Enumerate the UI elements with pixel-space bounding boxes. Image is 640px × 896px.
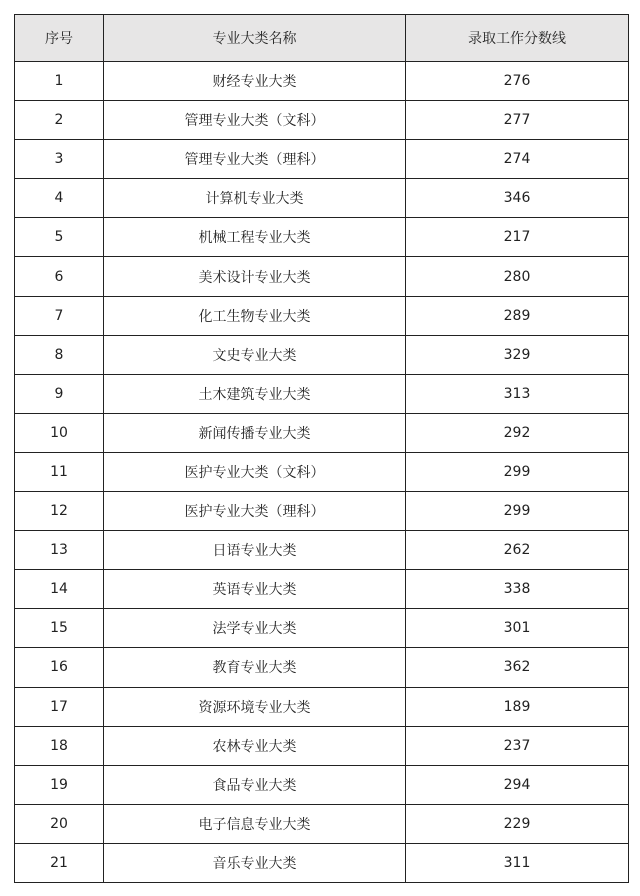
table-row (15, 531, 629, 570)
cell-seq: 18 (15, 726, 104, 765)
cell-score: 276 (406, 62, 629, 101)
table-row (15, 374, 629, 413)
table-row (15, 218, 629, 257)
cell-seq: 6 (15, 257, 104, 296)
cell-name: 管理专业大类（理科） (104, 140, 406, 179)
cell-score: 292 (406, 413, 629, 452)
cell-name: 日语专业大类 (104, 531, 406, 570)
cell-seq: 13 (15, 531, 104, 570)
cell-name: 新闻传播专业大类 (104, 413, 406, 452)
cell-name: 美术设计专业大类 (104, 257, 406, 296)
cell-score: 289 (406, 296, 629, 335)
cell-seq: 9 (15, 374, 104, 413)
cell-name: 化工生物专业大类 (104, 296, 406, 335)
table-row (15, 726, 629, 765)
table-row (15, 687, 629, 726)
cell-seq: 11 (15, 452, 104, 491)
cell-score: 299 (406, 492, 629, 531)
cell-seq: 17 (15, 687, 104, 726)
cell-seq: 14 (15, 570, 104, 609)
cell-seq: 19 (15, 765, 104, 804)
header-seq: 序号 (15, 15, 104, 62)
cell-score: 217 (406, 218, 629, 257)
table-row (15, 62, 629, 101)
score-table (14, 14, 629, 883)
table-row (15, 413, 629, 452)
cell-score: 229 (406, 804, 629, 843)
cell-name: 管理专业大类（文科） (104, 101, 406, 140)
table-row (15, 765, 629, 804)
cell-seq: 10 (15, 413, 104, 452)
table-row (15, 843, 629, 882)
cell-seq: 16 (15, 648, 104, 687)
cell-score: 262 (406, 531, 629, 570)
cell-seq: 1 (15, 62, 104, 101)
table-row (15, 804, 629, 843)
cell-name: 电子信息专业大类 (104, 804, 406, 843)
cell-score: 274 (406, 140, 629, 179)
cell-name: 医护专业大类（文科） (104, 452, 406, 491)
cell-score: 294 (406, 765, 629, 804)
cell-name: 医护专业大类（理科） (104, 492, 406, 531)
cell-score: 329 (406, 335, 629, 374)
table-row (15, 140, 629, 179)
table-row (15, 648, 629, 687)
cell-score: 277 (406, 101, 629, 140)
cell-seq: 3 (15, 140, 104, 179)
table-body (15, 62, 629, 883)
table-row (15, 257, 629, 296)
table-row (15, 492, 629, 531)
cell-score: 237 (406, 726, 629, 765)
table-row (15, 101, 629, 140)
cell-seq: 15 (15, 609, 104, 648)
cell-score: 313 (406, 374, 629, 413)
table-row (15, 570, 629, 609)
cell-seq: 20 (15, 804, 104, 843)
cell-name: 土木建筑专业大类 (104, 374, 406, 413)
cell-score: 280 (406, 257, 629, 296)
cell-name: 音乐专业大类 (104, 843, 406, 882)
header-row (15, 15, 629, 62)
cell-seq: 7 (15, 296, 104, 335)
cell-seq: 12 (15, 492, 104, 531)
cell-score: 362 (406, 648, 629, 687)
cell-score: 338 (406, 570, 629, 609)
cell-name: 机械工程专业大类 (104, 218, 406, 257)
cell-name: 计算机专业大类 (104, 179, 406, 218)
header-name: 专业大类名称 (104, 15, 406, 62)
table-row (15, 179, 629, 218)
table-row (15, 452, 629, 491)
cell-name: 农林专业大类 (104, 726, 406, 765)
table-header (15, 15, 629, 62)
table-row (15, 335, 629, 374)
cell-seq: 2 (15, 101, 104, 140)
cell-seq: 21 (15, 843, 104, 882)
cell-name: 食品专业大类 (104, 765, 406, 804)
cell-score: 311 (406, 843, 629, 882)
cell-name: 法学专业大类 (104, 609, 406, 648)
cell-score: 301 (406, 609, 629, 648)
table-row (15, 296, 629, 335)
cell-name: 文史专业大类 (104, 335, 406, 374)
cell-seq: 8 (15, 335, 104, 374)
cell-score: 299 (406, 452, 629, 491)
cell-name: 资源环境专业大类 (104, 687, 406, 726)
cell-name: 财经专业大类 (104, 62, 406, 101)
header-score: 录取工作分数线 (406, 15, 629, 62)
cell-name: 英语专业大类 (104, 570, 406, 609)
cell-seq: 4 (15, 179, 104, 218)
cell-seq: 5 (15, 218, 104, 257)
table-row (15, 609, 629, 648)
cell-score: 189 (406, 687, 629, 726)
cell-score: 346 (406, 179, 629, 218)
cell-name: 教育专业大类 (104, 648, 406, 687)
